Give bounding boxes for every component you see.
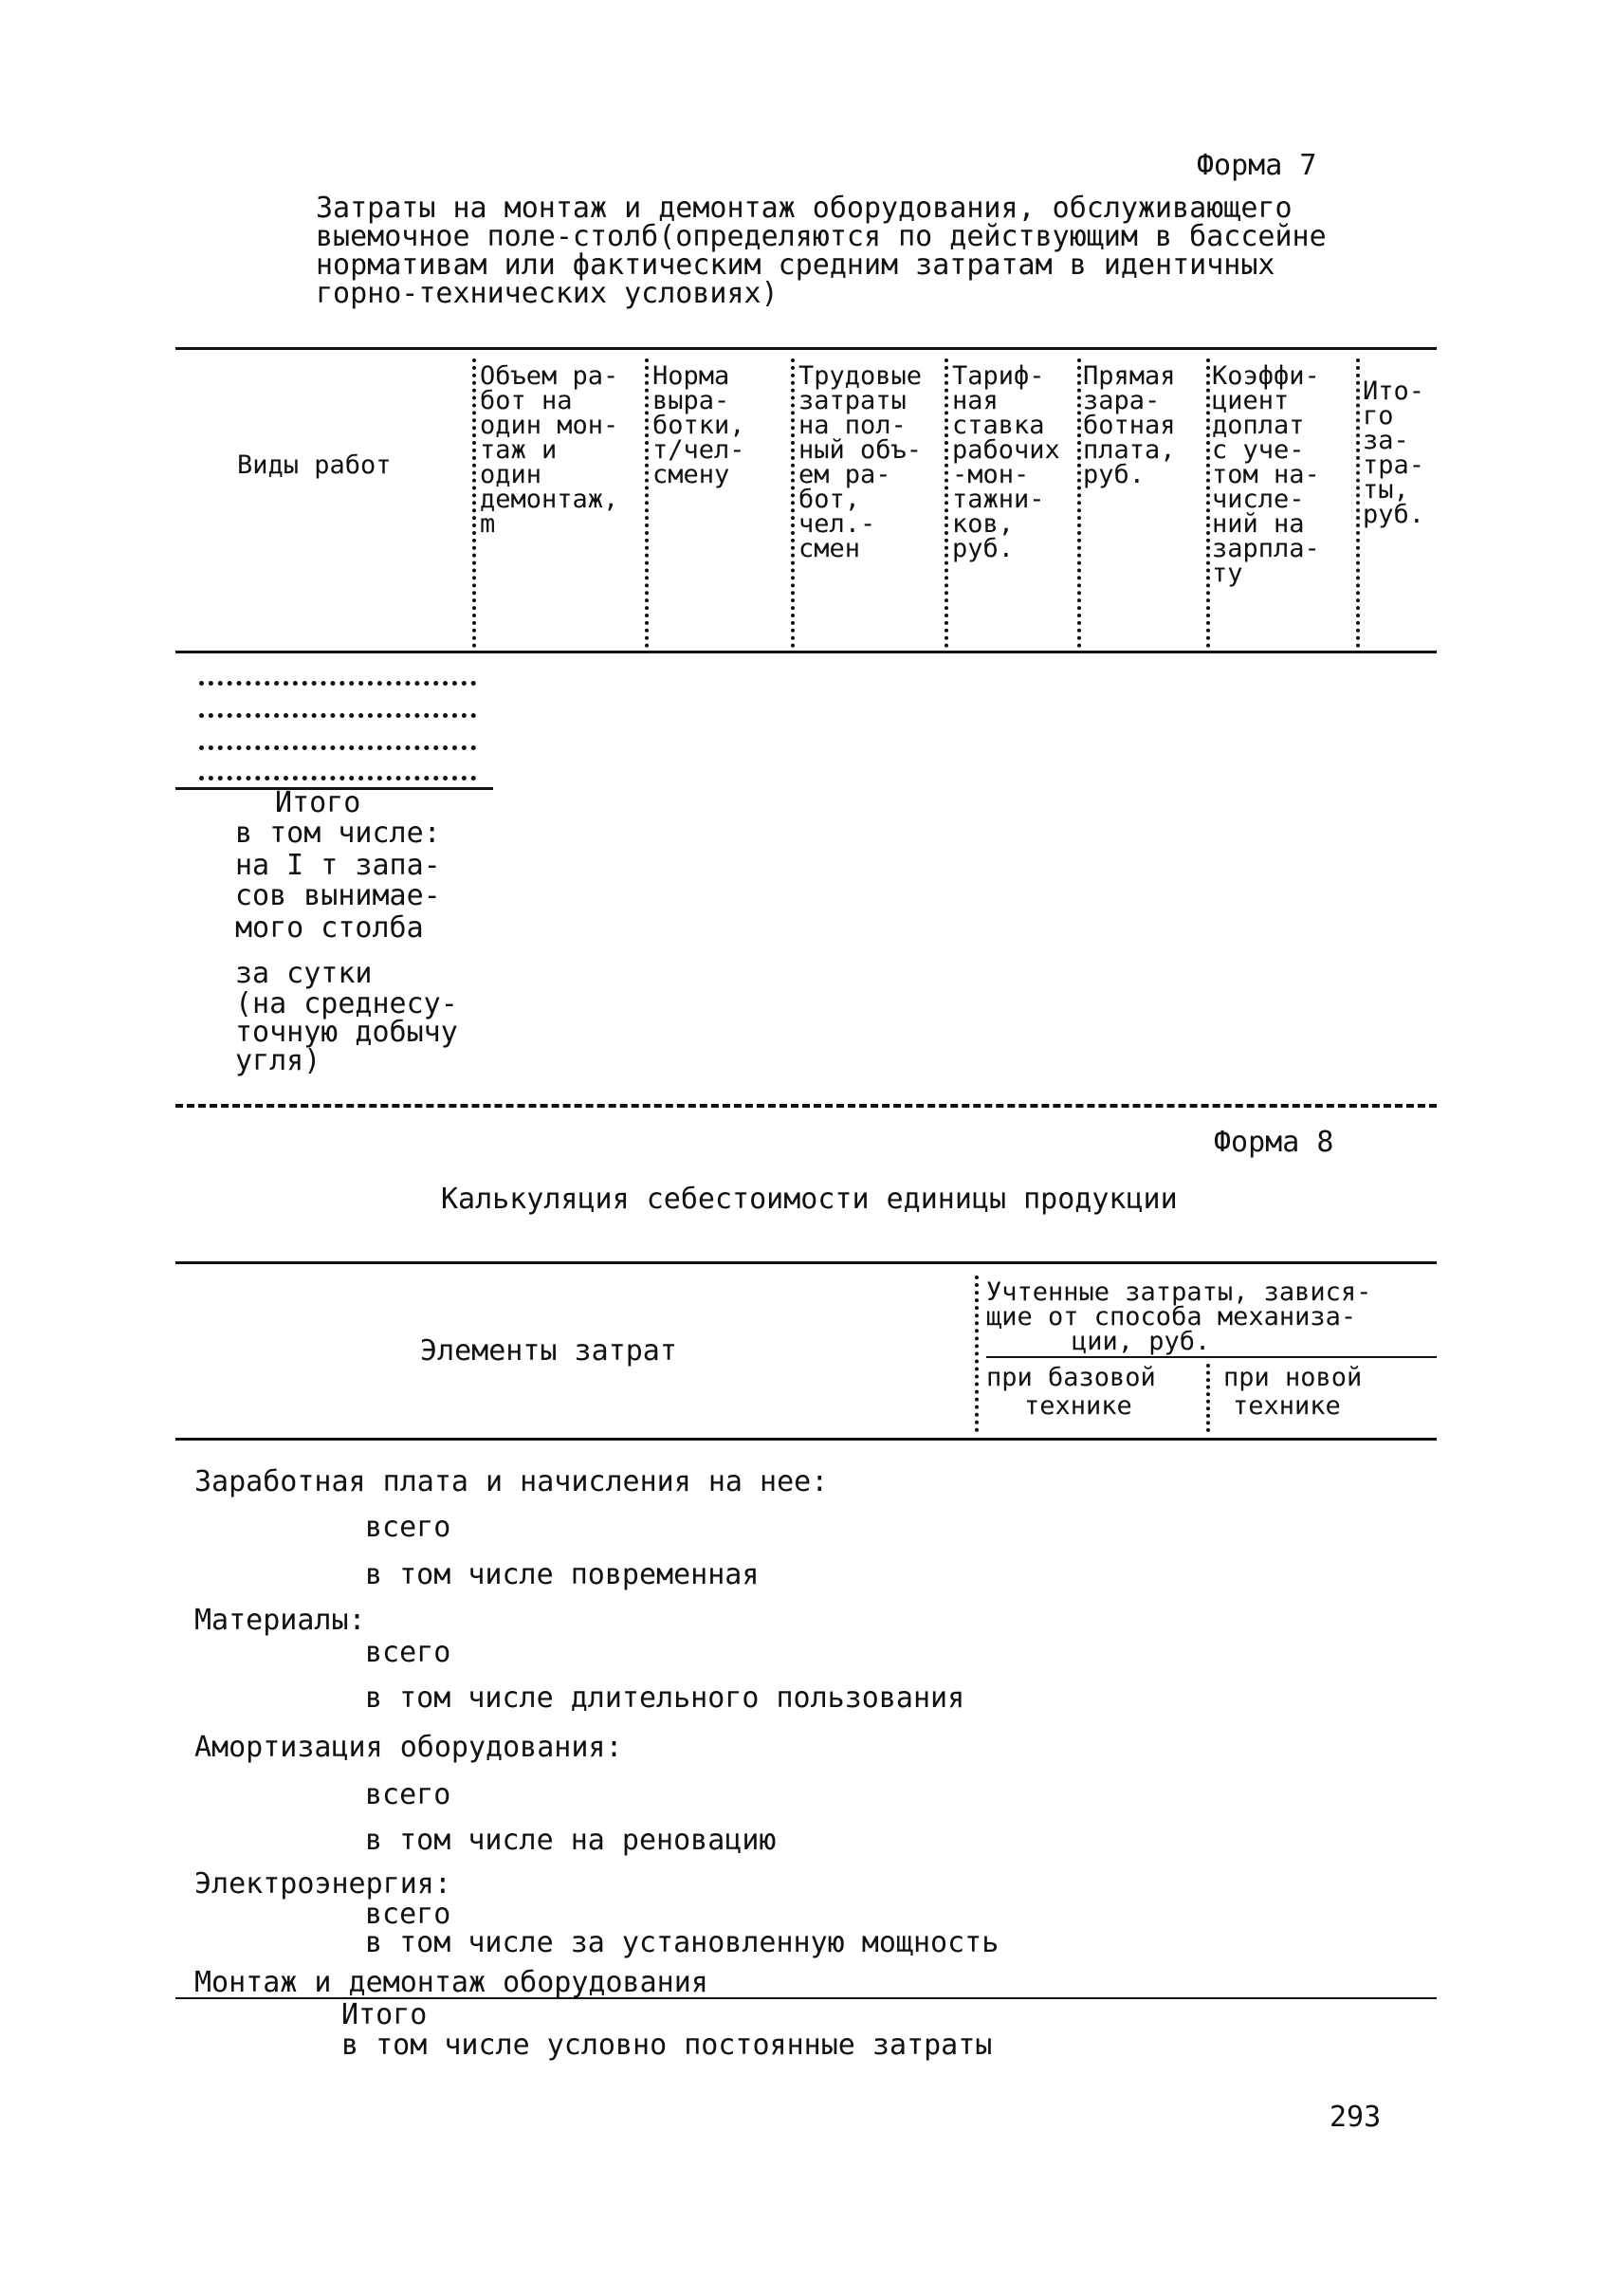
form7-row-per-ton-2: сов вынимае- [235, 879, 441, 912]
form7-col-header-work-types: Виды работ [237, 450, 392, 480]
form8-label: Форма 8 [1214, 1126, 1334, 1159]
form8-col-header-elements: Элементы затрат [420, 1334, 677, 1368]
form8-item-electricity-total: всего [365, 1898, 451, 1931]
form8-col-header-costs-2: щие от способа механиза- [986, 1302, 1357, 1332]
form8-item-wages: Заработная плата и начисления на нее: [194, 1465, 829, 1498]
form7-dotted-row [199, 713, 476, 718]
form7-col-header-coefficient: Коэффи- циент доплат с уче- том на- числе- ний на зарпла- ту [1212, 361, 1320, 588]
form7-col-header-labor: Трудовые затраты на пол- ный объ- ем ра- бот, чел.- смен [798, 361, 923, 563]
form8-col-header-new-1: при новой [1223, 1363, 1363, 1392]
form8-col-header-base-2: технике [1024, 1391, 1132, 1421]
form7-title-line-1: Затраты на монтаж и демонтаж оборудования, обслуживающего [316, 192, 1293, 225]
form8-item-materials-total: всего [365, 1636, 451, 1669]
form8-subheader-rule [986, 1356, 1437, 1358]
form8-item-materials-long: в том числе длительного пользования [365, 1681, 965, 1715]
form8-table-top-rule [175, 1261, 1437, 1264]
form7-table-top-rule [175, 347, 1437, 350]
page-number: 293 [1330, 2101, 1382, 2134]
form7-col-header-total: Ито- го за- тра- ты, руб. [1363, 377, 1425, 529]
form8-item-total: Итого [341, 1998, 428, 2031]
form7-col-divider [645, 358, 649, 648]
form7-table-header-rule [175, 651, 1437, 653]
form8-item-fixed-costs: в том числе условно постоянные затраты [341, 2029, 993, 2062]
form7-col-divider [1206, 358, 1210, 648]
form8-item-electricity-capacity: в том числе за установленную мощность [365, 1926, 1000, 1959]
forms-separator [175, 1104, 1437, 1108]
form7-row-per-ton-3: мого столба [235, 911, 424, 945]
form8-table-header-rule [175, 1438, 1437, 1441]
form7-row-total: Итого [275, 786, 361, 819]
form7-col-header-tariff: Тариф- ная ставка рабочих -мон- тажни- ков, руб. [952, 361, 1060, 563]
form7-title-line-4: горно-технических условиях) [316, 277, 779, 310]
form7-row-per-day-1: за сутки [235, 957, 373, 990]
form8-col-divider [1206, 1364, 1210, 1432]
form8-item-depreciation-renovation: в том числе на реновацию [365, 1824, 777, 1857]
form8-item-electricity: Электроэнергия: [194, 1867, 451, 1901]
form7-dotted-row [199, 745, 476, 750]
form8-item-depreciation-total: всего [365, 1778, 451, 1811]
form8-item-materials: Материалы: [194, 1604, 366, 1637]
form8-item-wages-time: в том числе повременная [365, 1558, 760, 1591]
form8-col-header-costs-3: ции, руб. [1072, 1327, 1211, 1356]
form8-item-depreciation: Амортизация оборудования: [194, 1731, 623, 1764]
form8-col-header-base-1: при базовой [986, 1363, 1156, 1392]
form7-col-divider [1077, 358, 1081, 648]
form7-col-divider [1356, 358, 1360, 648]
form8-col-header-costs-1: Учтенные затраты, завися- [986, 1277, 1372, 1307]
form7-row-per-day-2: (на среднесу- [235, 987, 458, 1020]
form8-col-header-new-2: технике [1233, 1391, 1341, 1421]
form7-row-per-day-4: угля) [235, 1044, 321, 1077]
form7-row-per-day-3: точную добычу [235, 1016, 458, 1049]
form7-row-including: в том числе: [235, 817, 441, 850]
form7-dotted-row [199, 681, 476, 686]
form7-col-divider [472, 358, 476, 648]
form7-col-divider [791, 358, 795, 648]
form7-col-header-norm: Норма выра- ботки, т/чел- смену [652, 361, 745, 489]
form7-dotted-row [199, 776, 476, 781]
form7-row-per-ton-1: на I т запа- [235, 849, 441, 882]
form7-title-line-3: нормативам или фактическим средним затратам в идентичных [316, 248, 1275, 282]
form7-label: Форма 7 [1197, 149, 1317, 182]
form8-item-installation: Монтаж и демонтаж оборудования [194, 1966, 708, 1999]
form7-col-header-volume: Объем ра- бот на один мон- таж и один демонтаж, m [480, 361, 619, 539]
form8-item-wages-total: всего [365, 1511, 451, 1544]
form7-col-header-wage: Прямая зара- ботная плата, руб. [1083, 361, 1176, 489]
form7-title-line-2: выемочное поле-столб(определяются по действующим в бассейне [316, 220, 1327, 253]
form8-title: Калькуляция себестоимости единицы продукции [441, 1183, 1178, 1216]
form8-col-divider [975, 1276, 979, 1432]
form7-col-divider [945, 358, 948, 648]
